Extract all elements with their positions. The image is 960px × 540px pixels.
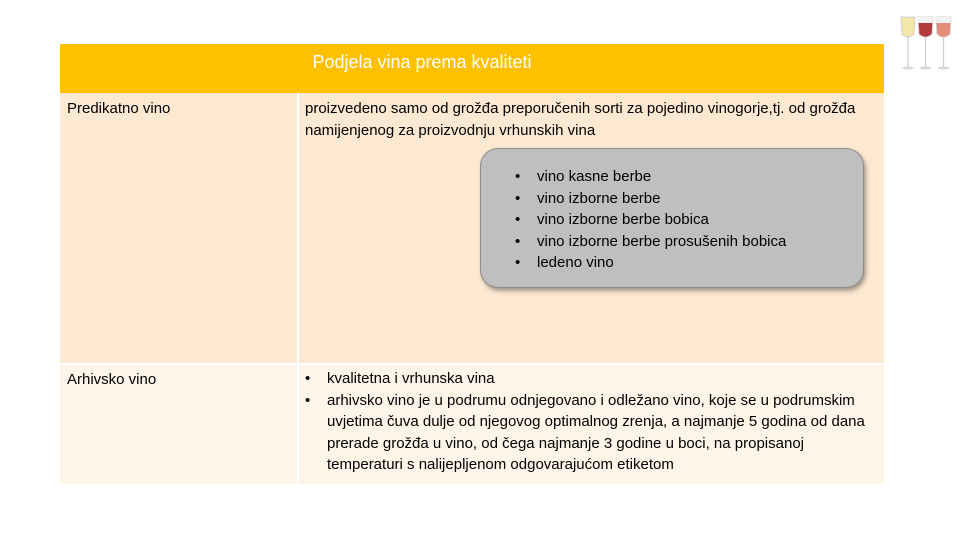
table-row-arhivsko <box>60 364 884 484</box>
callout-list <box>515 166 786 274</box>
list-item: • arhivsko vino je u podrumu odnjegovano i odležano vino, koje se u podrumskim uvjetima čuva dulje od njegovog optimalnog zrenja, a najmanje 5 godina od dana prerade grožđa u vino, od čega najmanje 3 godine u boci, na propisanoj temperaturi s nalijepljenom odgovarajućom etiketom <box>305 390 873 476</box>
row-description-predikatno: proizvedeno samo od grožđa preporučenih sorti za pojedino vinogorje,tj. od grožđa namijenjenog za proizvodnju vrhunskih vina <box>305 100 856 139</box>
table-title: Podjela vina prema kvaliteti <box>312 52 532 72</box>
callout-box <box>480 148 864 288</box>
callout-item: • vino kasne berbe <box>515 166 786 188</box>
row-label-predikatno: Predikatno vino <box>67 100 171 117</box>
row-label-arhivsko: Arhivsko vino <box>67 371 157 388</box>
arhivsko-list <box>305 368 873 476</box>
quality-table <box>60 44 884 484</box>
callout-item: • ledeno vino <box>515 252 786 274</box>
column-divider <box>297 93 299 484</box>
callout-item: • vino izborne berbe bobica <box>515 209 786 231</box>
callout-item: • vino izborne berbe <box>515 188 786 210</box>
row-divider <box>60 363 884 365</box>
list-item: • kvalitetna i vrhunska vina <box>305 368 873 390</box>
table-row-predikatno <box>60 93 884 364</box>
wine-glasses-icon <box>898 14 954 74</box>
table-header <box>60 44 884 93</box>
callout-item: • vino izborne berbe prosušenih bobica <box>515 231 786 253</box>
